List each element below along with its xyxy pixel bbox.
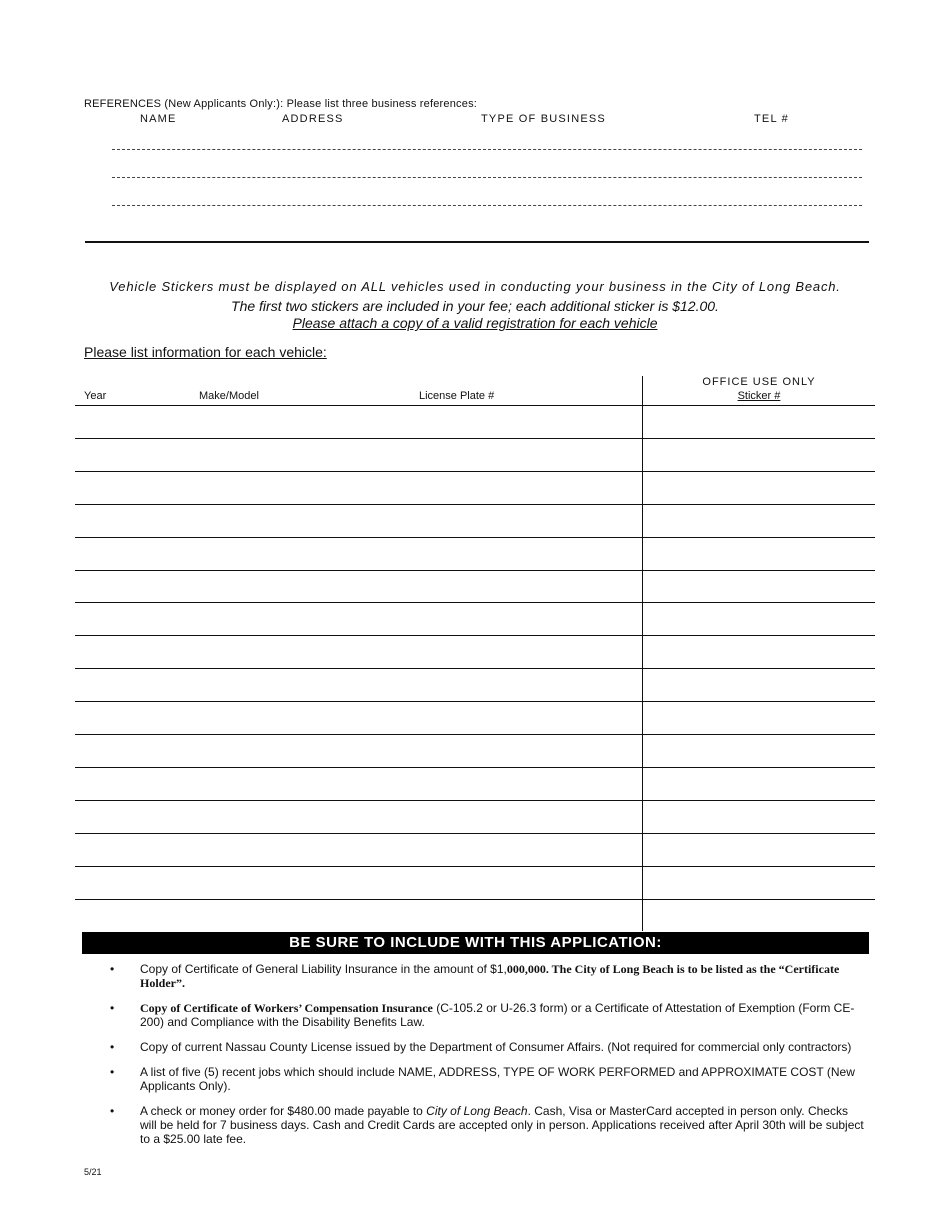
sticker-fee-note: The first two stickers are included in your fee; each additional sticker is $12.00. xyxy=(231,298,719,314)
table-row-line xyxy=(75,405,875,406)
section-divider xyxy=(85,241,869,243)
table-row-line[interactable] xyxy=(75,438,875,439)
bullet-icon: • xyxy=(110,1065,115,1079)
table-row-line[interactable] xyxy=(75,701,875,702)
ref-header-address: ADDRESS xyxy=(282,113,344,125)
col-year: Year xyxy=(84,390,107,402)
table-row-line[interactable] xyxy=(75,833,875,834)
workers-comp-text: (C-105.2 or U-26.3 form) or a Certificate of Attestation of Exemption (Form CE-200) and Compliance with the Disability Benefits Law. xyxy=(140,1001,855,1029)
bullet-icon: • xyxy=(110,1104,115,1118)
payment-text: A check or money order for $480.00 made payable to xyxy=(140,1104,427,1118)
bullet-icon: • xyxy=(110,1040,115,1054)
table-row-line[interactable] xyxy=(75,866,875,867)
payment-terms-text: . Cash, Visa or MasterCard accepted in person only. Checks will be held for 7 business days. Cash and Credit Cards are accepted only in person. Applications received after April 30th will be subject to a $25.00 late fee. xyxy=(140,1104,864,1146)
col-sticker: Sticker # xyxy=(737,390,781,402)
col-make-model: Make/Model xyxy=(199,390,259,402)
table-row-line[interactable] xyxy=(75,471,875,472)
ref-header-tel: TEL # xyxy=(754,113,789,125)
form-version: 5/21 xyxy=(84,1167,102,1177)
ref-header-type: TYPE OF BUSINESS xyxy=(481,113,606,125)
references-title: REFERENCES (New Applicants Only:): Please list three business references: xyxy=(84,98,478,110)
vehicle-intro: Please list information for each vehicle: xyxy=(84,344,327,360)
bullet-icon: • xyxy=(110,1001,115,1015)
table-row-line[interactable] xyxy=(75,767,875,768)
checklist-item-jobs xyxy=(110,1065,865,1093)
table-row-line[interactable] xyxy=(75,635,875,636)
sticker-notice: Vehicle Stickers must be displayed on ALL vehicles used in conducting your business in the City of Long Beach. xyxy=(109,279,841,294)
office-column-divider xyxy=(642,376,643,931)
checklist-banner: BE SURE TO INCLUDE WITH THIS APPLICATION: xyxy=(82,932,869,954)
office-use-only: OFFICE USE ONLY xyxy=(702,376,816,388)
col-license-plate: License Plate # xyxy=(419,390,495,402)
table-row-line[interactable] xyxy=(75,734,875,735)
checklist-item-payment xyxy=(110,1104,865,1146)
table-row-line[interactable] xyxy=(75,668,875,669)
checklist-item-liability xyxy=(110,962,865,990)
table-row-line[interactable] xyxy=(75,504,875,505)
table-row-line[interactable] xyxy=(75,570,875,571)
bullet-icon: • xyxy=(110,962,115,976)
jobs-text: A list of five (5) recent jobs which should include NAME, ADDRESS, TYPE OF WORK PERFORMED and APPROXIMATE COST (New Applicants Only). xyxy=(140,1065,855,1093)
checklist-items xyxy=(110,962,865,1157)
table-row-line[interactable] xyxy=(75,602,875,603)
checklist-item-license xyxy=(110,1040,865,1054)
table-row-line[interactable] xyxy=(75,537,875,538)
reference-line-2[interactable] xyxy=(112,177,862,178)
liability-holder-text: 000,000. The City of Long Beach is to be listed as the “Certificate Holder”. xyxy=(140,962,840,990)
payee-text: City of Long Beach xyxy=(426,1104,528,1118)
license-text: Copy of current Nassau County License issued by the Department of Consumer Affairs. (Not required for commercial only contractors) xyxy=(140,1040,852,1054)
workers-comp-title: Copy of Certificate of Workers’ Compensation Insurance xyxy=(140,1001,433,1015)
table-row-line[interactable] xyxy=(75,800,875,801)
checklist-item-workers-comp xyxy=(110,1001,865,1029)
ref-header-name: NAME xyxy=(140,113,177,125)
registration-note: Please attach a copy of a valid registration for each vehicle xyxy=(292,315,658,331)
liability-text: Copy of Certificate of General Liability Insurance in the amount of $1, xyxy=(140,962,507,976)
reference-line-3[interactable] xyxy=(112,205,862,206)
table-row-line[interactable] xyxy=(75,899,875,900)
reference-line-1[interactable] xyxy=(112,149,862,150)
